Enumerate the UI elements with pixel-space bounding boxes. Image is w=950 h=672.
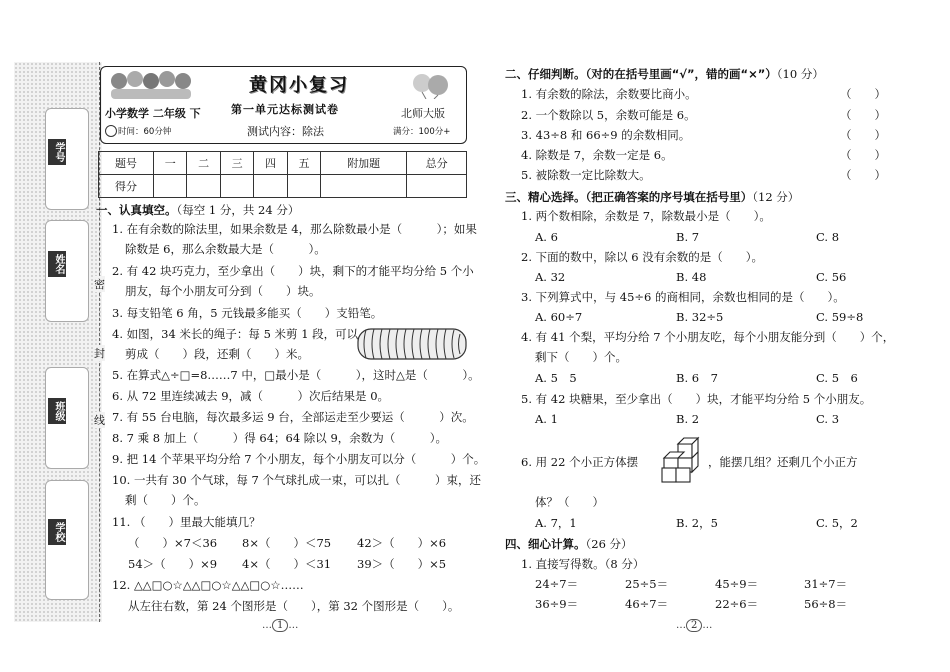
score-header-cell: 二 (187, 152, 220, 175)
compare-item: 54＞（ ）×9 (128, 557, 218, 571)
compare-item: 4×（ ）＜31 (242, 557, 332, 571)
question-line: 2. 有 42 块巧克力，至少拿出（ ）块，剩下的才能平均分给 5 个小 (112, 264, 474, 278)
school-box[interactable] (45, 480, 89, 600)
score-cell[interactable] (321, 175, 407, 198)
calc-item: 46÷7＝ (625, 597, 669, 611)
student-id-box[interactable] (45, 108, 89, 210)
judge-item: 3. 43÷8 和 66÷9 的余数相同。 (521, 128, 691, 142)
choice-option: A. 7，1 (535, 516, 577, 530)
judge-item: 5. 被除数一定比除数大。 (521, 168, 651, 182)
page-number-left: … 1 … (262, 620, 299, 631)
question-line: 5. 在算式△÷□=8……7 中，□最小是（ ），这时△是（ ）。 (112, 368, 480, 382)
choice-option: B. 6 7 (676, 371, 718, 385)
choice-question-cont: 体？（ ） (535, 495, 604, 509)
class-label: 班级 (48, 398, 66, 424)
score-cell[interactable] (407, 175, 467, 198)
judge-answer-box[interactable]: （ ） (840, 108, 886, 122)
question-line: 除数是 6，那么余数最大是（ ）。 (125, 242, 326, 256)
question-line: 从左往右数，第 24 个图形是（ ），第 32 个图形是（ ）。 (128, 599, 460, 613)
name-label: 姓名 (48, 251, 66, 277)
compare-item: 8×（ ）＜75 (242, 536, 332, 550)
compare-item: 39＞（ ）×5 (357, 557, 447, 571)
calc-item: 36÷9＝ (535, 597, 579, 611)
score-header-cell: 总分 (407, 152, 467, 175)
choice-option: C. 5，2 (816, 516, 858, 530)
choice-question-cont: 剩下（ ）个。 (535, 350, 627, 364)
question-line: 剪成（ ）段，还剩（ ）米。 (125, 347, 309, 361)
question-line: 朋友，每个小朋友可分到（ ）块。 (125, 284, 321, 298)
calc-item: 31÷7＝ (804, 577, 848, 591)
question-line: 9. 把 14 个苹果平均分给 7 个小朋友，每个小朋友可以分（ ）个。 (112, 452, 486, 466)
judge-answer-box[interactable]: （ ） (840, 128, 886, 142)
time-limit: 时间：60分钟 (118, 127, 172, 137)
judge-item: 4. 除数是 7，余数一定是 6。 (521, 148, 673, 162)
cut-line (99, 62, 100, 622)
test-content: 测试内容：除法 (247, 125, 324, 138)
score-cell[interactable] (187, 175, 220, 198)
seal-char-mi: 密 (94, 278, 105, 291)
judge-item: 2. 一个数除以 5，余数可能是 6。 (521, 108, 696, 122)
choice-option: B. 2 (676, 412, 700, 426)
hearts-decoration (408, 73, 454, 99)
choice-option: C. 56 (816, 270, 847, 284)
choice-option: A. 1 (535, 412, 558, 426)
calc-item: 56÷8＝ (804, 597, 848, 611)
choice-option: A. 6 (535, 230, 558, 244)
school-label: 学校 (48, 519, 66, 545)
choice-option: C. 5 6 (816, 371, 858, 385)
seal-char-feng: 封 (94, 347, 105, 360)
clock-icon (105, 125, 117, 137)
choice-option: A. 5 5 (535, 371, 577, 385)
calc-item: 22÷6＝ (715, 597, 759, 611)
choice-question: 6. 用 22 个小正方体摆 (521, 455, 639, 469)
question-line: 4. 如图，34 米长的绳子：每 5 米剪 1 段，可以 (112, 327, 359, 341)
judge-answer-box[interactable]: （ ） (840, 148, 886, 162)
test-title: 第一单元达标测试卷 (231, 103, 339, 116)
judge-answer-box[interactable]: （ ） (840, 168, 886, 182)
choice-option: C. 3 (816, 412, 840, 426)
score-cell[interactable] (220, 175, 253, 198)
choice-option: A. 60÷7 (535, 310, 583, 324)
choice-question: 4. 有 41 个梨，平均分给 7 个小朋友吃，每个小朋友能分到（ ）个， (521, 330, 895, 344)
choice-option: A. 32 (535, 270, 566, 284)
choice-question: 3. 下列算式中，与 45÷6 的商相同，余数也相同的是（ ）。 (521, 290, 845, 304)
student-id-label: 学号 (48, 139, 66, 165)
question-line: 1. 在有余数的除法里，如果余数是 4，那么除数最小是（ ）；如果 (112, 222, 477, 236)
question-line: 剩（ ）个。 (125, 493, 206, 507)
question-line: 12. △△□○☆△△□○☆△△□○☆…… (112, 578, 304, 592)
compare-item: 42＞（ ）×6 (357, 536, 447, 550)
section-2-title: 二、仔细判断。（对的在括号里画“√”，错的画“×”）（10 分） (505, 67, 824, 81)
name-box[interactable] (45, 220, 89, 322)
score-cell[interactable] (287, 175, 320, 198)
section-1-title: 一、认真填空。（每空 1 分，共 24 分） (96, 203, 300, 217)
choice-option: B. 32÷5 (676, 310, 724, 324)
choice-question: 2. 下面的数中，除以 6 没有余数的是（ ）。 (521, 250, 764, 264)
score-header-cell: 一 (154, 152, 187, 175)
rope-coil-image (356, 326, 468, 362)
choice-question: 5. 有 42 块糖果，至少拿出（ ）块，才能平均分给 5 个小朋友。 (521, 392, 872, 406)
choice-option: B. 2，5 (676, 516, 718, 530)
choice-option: C. 59÷8 (816, 310, 864, 324)
full-score: 满分：100分+ (393, 127, 451, 137)
score-cell[interactable] (154, 175, 187, 198)
calc-item: 24÷7＝ (535, 577, 579, 591)
choice-question: 1. 两个数相除，余数是 7，除数最小是（ ）。 (521, 209, 771, 223)
score-header-cell: 五 (287, 152, 320, 175)
children-illustration (109, 69, 193, 99)
choice-question-cont: ，能摆几组？还剩几个小正方 (708, 455, 858, 469)
score-header-cell: 题号 (99, 152, 154, 175)
section-4-title: 四、细心计算。（26 分） (505, 537, 633, 551)
question-line: 3. 每支铅笔 6 角，5 元钱最多能买（ ）支铅笔。 (112, 306, 383, 320)
section-3-title: 三、精心选择。（把正确答案的序号填在括号里）（12 分） (505, 190, 800, 204)
compare-item: （ ）×7＜36 (128, 536, 218, 550)
score-cell[interactable] (254, 175, 287, 198)
subject-grade: 小学数学 二年级 下 (105, 107, 201, 120)
cubes-image (660, 436, 706, 484)
class-box[interactable] (45, 367, 89, 469)
edition: 北师大版 (401, 107, 445, 120)
seal-char-xian: 线 (94, 414, 105, 427)
calc-subtitle: 1. 直接写得数。（8 分） (521, 557, 645, 571)
judge-item: 1. 有余数的除法，余数要比商小。 (521, 87, 697, 101)
choice-option: C. 8 (816, 230, 840, 244)
question-line: 11. （ ）里最大能填几？ (112, 515, 261, 529)
judge-answer-box[interactable]: （ ） (840, 87, 886, 101)
score-row-label: 得分 (99, 175, 154, 198)
choice-option: B. 48 (676, 270, 707, 284)
choice-option: B. 7 (676, 230, 700, 244)
score-table (98, 151, 467, 198)
page-number-right: … 2 … (676, 620, 713, 631)
calc-item: 45÷9＝ (715, 577, 759, 591)
score-header-cell: 四 (254, 152, 287, 175)
calc-item: 25÷5＝ (625, 577, 669, 591)
question-line: 8. 7 乘 8 加上（ ）得 64；64 除以 9，余数为（ ）。 (112, 431, 448, 445)
question-line: 10. 一共有 30 个气球，每 7 个气球扎成一束，可以扎（ ）束，还 (112, 473, 482, 487)
question-line: 6. 从 72 里连续减去 9，减（ ）次后结果是 0。 (112, 389, 390, 403)
test-header (100, 66, 467, 144)
score-header-cell: 附加题 (321, 152, 407, 175)
brand-logo: 黄冈小复习 (249, 75, 349, 96)
binding-strip (14, 62, 105, 622)
question-line: 7. 有 55 台电脑，每次最多运 9 台，全部运走至少要运（ ）次。 (112, 410, 474, 424)
score-header-cell: 三 (220, 152, 253, 175)
